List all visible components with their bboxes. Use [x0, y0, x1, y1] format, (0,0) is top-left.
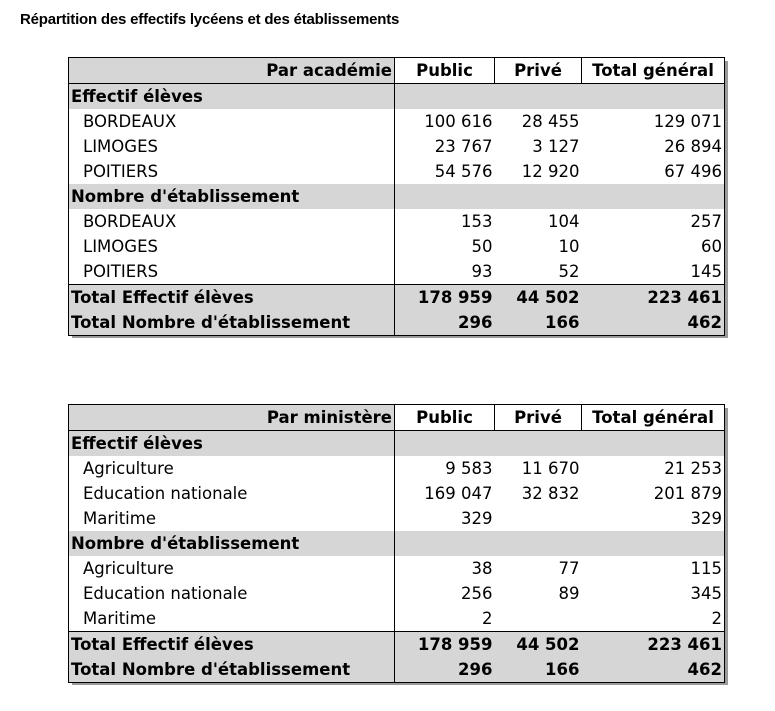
cell-public: 153: [395, 209, 495, 234]
group-label: Nombre d'établissement: [69, 184, 395, 209]
cell-total: 60: [582, 234, 725, 259]
cell-total: 2: [582, 606, 725, 632]
total-row: [69, 310, 725, 336]
cell-prive: 10: [495, 234, 582, 259]
total-public: 296: [395, 310, 495, 336]
column-header-total: Total général: [582, 58, 725, 84]
row-label: LIMOGES: [69, 134, 395, 159]
cell-prive: 77: [495, 556, 582, 581]
cell-public: 2: [395, 606, 495, 632]
total-total: 462: [582, 310, 725, 336]
row-label: POITIERS: [69, 159, 395, 184]
table-row: [69, 456, 725, 481]
row-label: Maritime: [69, 506, 395, 531]
total-label: Total Effectif élèves: [69, 285, 395, 311]
column-header-public: Public: [395, 405, 495, 431]
cell-prive: [495, 606, 582, 632]
cell-public: 54 576: [395, 159, 495, 184]
group-row: [69, 184, 725, 209]
row-label: BORDEAUX: [69, 109, 395, 134]
header-row: [69, 58, 725, 84]
cell-public: 100 616: [395, 109, 495, 134]
cell-public: 50: [395, 234, 495, 259]
column-header-prive: Privé: [495, 405, 582, 431]
row-label: Agriculture: [69, 556, 395, 581]
row-label: Education nationale: [69, 581, 395, 606]
cell-public: 329: [395, 506, 495, 531]
pivot-table-academie: [68, 57, 725, 336]
table-row: [69, 109, 725, 134]
table-row: [69, 209, 725, 234]
corner-label: Par académie: [69, 58, 395, 84]
corner-label: Par ministère: [69, 405, 395, 431]
total-public: 178 959: [395, 632, 495, 658]
cell-prive: 3 127: [495, 134, 582, 159]
column-header-prive: Privé: [495, 58, 582, 84]
cell-public: 23 767: [395, 134, 495, 159]
row-label: Agriculture: [69, 456, 395, 481]
cell-prive: 28 455: [495, 109, 582, 134]
row-label: BORDEAUX: [69, 209, 395, 234]
group-label: Effectif élèves: [69, 84, 395, 110]
table-row: [69, 159, 725, 184]
group-row: [69, 84, 725, 110]
column-header-public: Public: [395, 58, 495, 84]
page-title: Répartition des effectifs lycéens et des établissements: [20, 11, 400, 28]
table-row: [69, 606, 725, 632]
cell-total: 115: [582, 556, 725, 581]
table-row: [69, 556, 725, 581]
table-row: [69, 234, 725, 259]
table-row: [69, 134, 725, 159]
column-header-total: Total général: [582, 405, 725, 431]
row-label: Maritime: [69, 606, 395, 632]
cell-public: 38: [395, 556, 495, 581]
total-prive: 44 502: [495, 285, 582, 311]
total-label: Total Nombre d'établissement: [69, 657, 395, 683]
total-row: [69, 285, 725, 311]
cell-prive: 32 832: [495, 481, 582, 506]
cell-public: 169 047: [395, 481, 495, 506]
table-row: [69, 506, 725, 531]
header-row: [69, 405, 725, 431]
total-prive: 166: [495, 310, 582, 336]
group-row: [69, 531, 725, 556]
group-label: Effectif élèves: [69, 431, 395, 457]
cell-total: 329: [582, 506, 725, 531]
total-label: Total Effectif élèves: [69, 632, 395, 658]
row-label: LIMOGES: [69, 234, 395, 259]
cell-prive: 104: [495, 209, 582, 234]
cell-total: 145: [582, 259, 725, 285]
cell-total: 257: [582, 209, 725, 234]
cell-total: 21 253: [582, 456, 725, 481]
cell-prive: 89: [495, 581, 582, 606]
cell-prive: [495, 506, 582, 531]
total-total: 223 461: [582, 285, 725, 311]
cell-total: 345: [582, 581, 725, 606]
total-row: [69, 632, 725, 658]
cell-public: 93: [395, 259, 495, 285]
total-public: 296: [395, 657, 495, 683]
total-prive: 44 502: [495, 632, 582, 658]
cell-total: 201 879: [582, 481, 725, 506]
row-label: POITIERS: [69, 259, 395, 285]
row-label: Education nationale: [69, 481, 395, 506]
total-public: 178 959: [395, 285, 495, 311]
cell-public: 9 583: [395, 456, 495, 481]
group-label: Nombre d'établissement: [69, 531, 395, 556]
total-label: Total Nombre d'établissement: [69, 310, 395, 336]
table-row: [69, 581, 725, 606]
cell-total: 129 071: [582, 109, 725, 134]
table-row: [69, 481, 725, 506]
table-row: [69, 259, 725, 285]
total-total: 223 461: [582, 632, 725, 658]
total-total: 462: [582, 657, 725, 683]
total-prive: 166: [495, 657, 582, 683]
cell-prive: 12 920: [495, 159, 582, 184]
pivot-table-ministere: [68, 404, 725, 683]
cell-prive: 11 670: [495, 456, 582, 481]
cell-total: 67 496: [582, 159, 725, 184]
cell-total: 26 894: [582, 134, 725, 159]
cell-prive: 52: [495, 259, 582, 285]
group-row: [69, 431, 725, 457]
total-row: [69, 657, 725, 683]
cell-public: 256: [395, 581, 495, 606]
